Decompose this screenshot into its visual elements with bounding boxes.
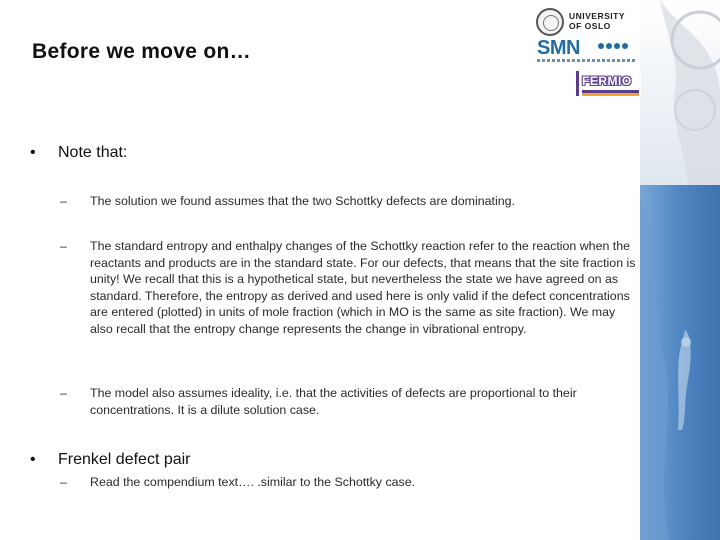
smn-logo: SMN — [537, 37, 580, 59]
statue-decoration-image — [640, 0, 720, 540]
sub-bullet-dash: – — [60, 194, 67, 208]
side-decoration — [640, 0, 720, 540]
smn-subtitle-decoration — [537, 59, 637, 62]
university-logo-text — [569, 11, 625, 31]
sub-bullet-text: The standard entropy and enthalpy changes of the Schottky reaction refer to the reaction when the reactants and products are in the standard state. For our defects, that means that the site fraction is unity! We recall that this is a hypothetical state, but nevertheless the state we have agreed on as standard. Therefore, the entropy as derived and used here is only valid if the defect concentrations are entered (plotted) in units of mole fraction (which in MO is the same as site fraction). We may also recall that the entropy change represents the change in vibrational entropy. — [90, 239, 636, 336]
university-line-2: OF OSLO — [569, 21, 611, 31]
smn-dots-icon — [598, 43, 638, 49]
sub-bullet-text: Read the compendium text…. .similar to the Schottky case. — [90, 475, 416, 489]
fermio-logo-text: FERMIO — [582, 74, 632, 88]
sub-bullet-text: The solution we found assumes that the two Schottky defects are dominating. — [90, 194, 515, 208]
bullet-text: Note that: — [58, 144, 128, 161]
sub-bullet-text: The model also assumes ideality, i.e. that the activities of defects are proportional to their concentrations. It is a dilute solution case. — [90, 386, 577, 417]
university-line-1: UNIVERSITY — [569, 11, 626, 21]
sub-bullet-dash: – — [60, 239, 67, 253]
fermio-logo — [576, 71, 641, 96]
logo-area — [534, 6, 638, 98]
bullet-text: Frenkel defect pair — [58, 451, 191, 468]
sub-bullet-dash: – — [60, 475, 67, 489]
bullet-mark: • — [30, 451, 36, 468]
university-seal-icon — [536, 8, 564, 36]
bullet-mark: • — [30, 144, 36, 161]
slide-title: Before we move on… — [32, 40, 251, 63]
fermio-orange-bar — [582, 93, 639, 96]
sub-bullet-dash: – — [60, 386, 67, 400]
